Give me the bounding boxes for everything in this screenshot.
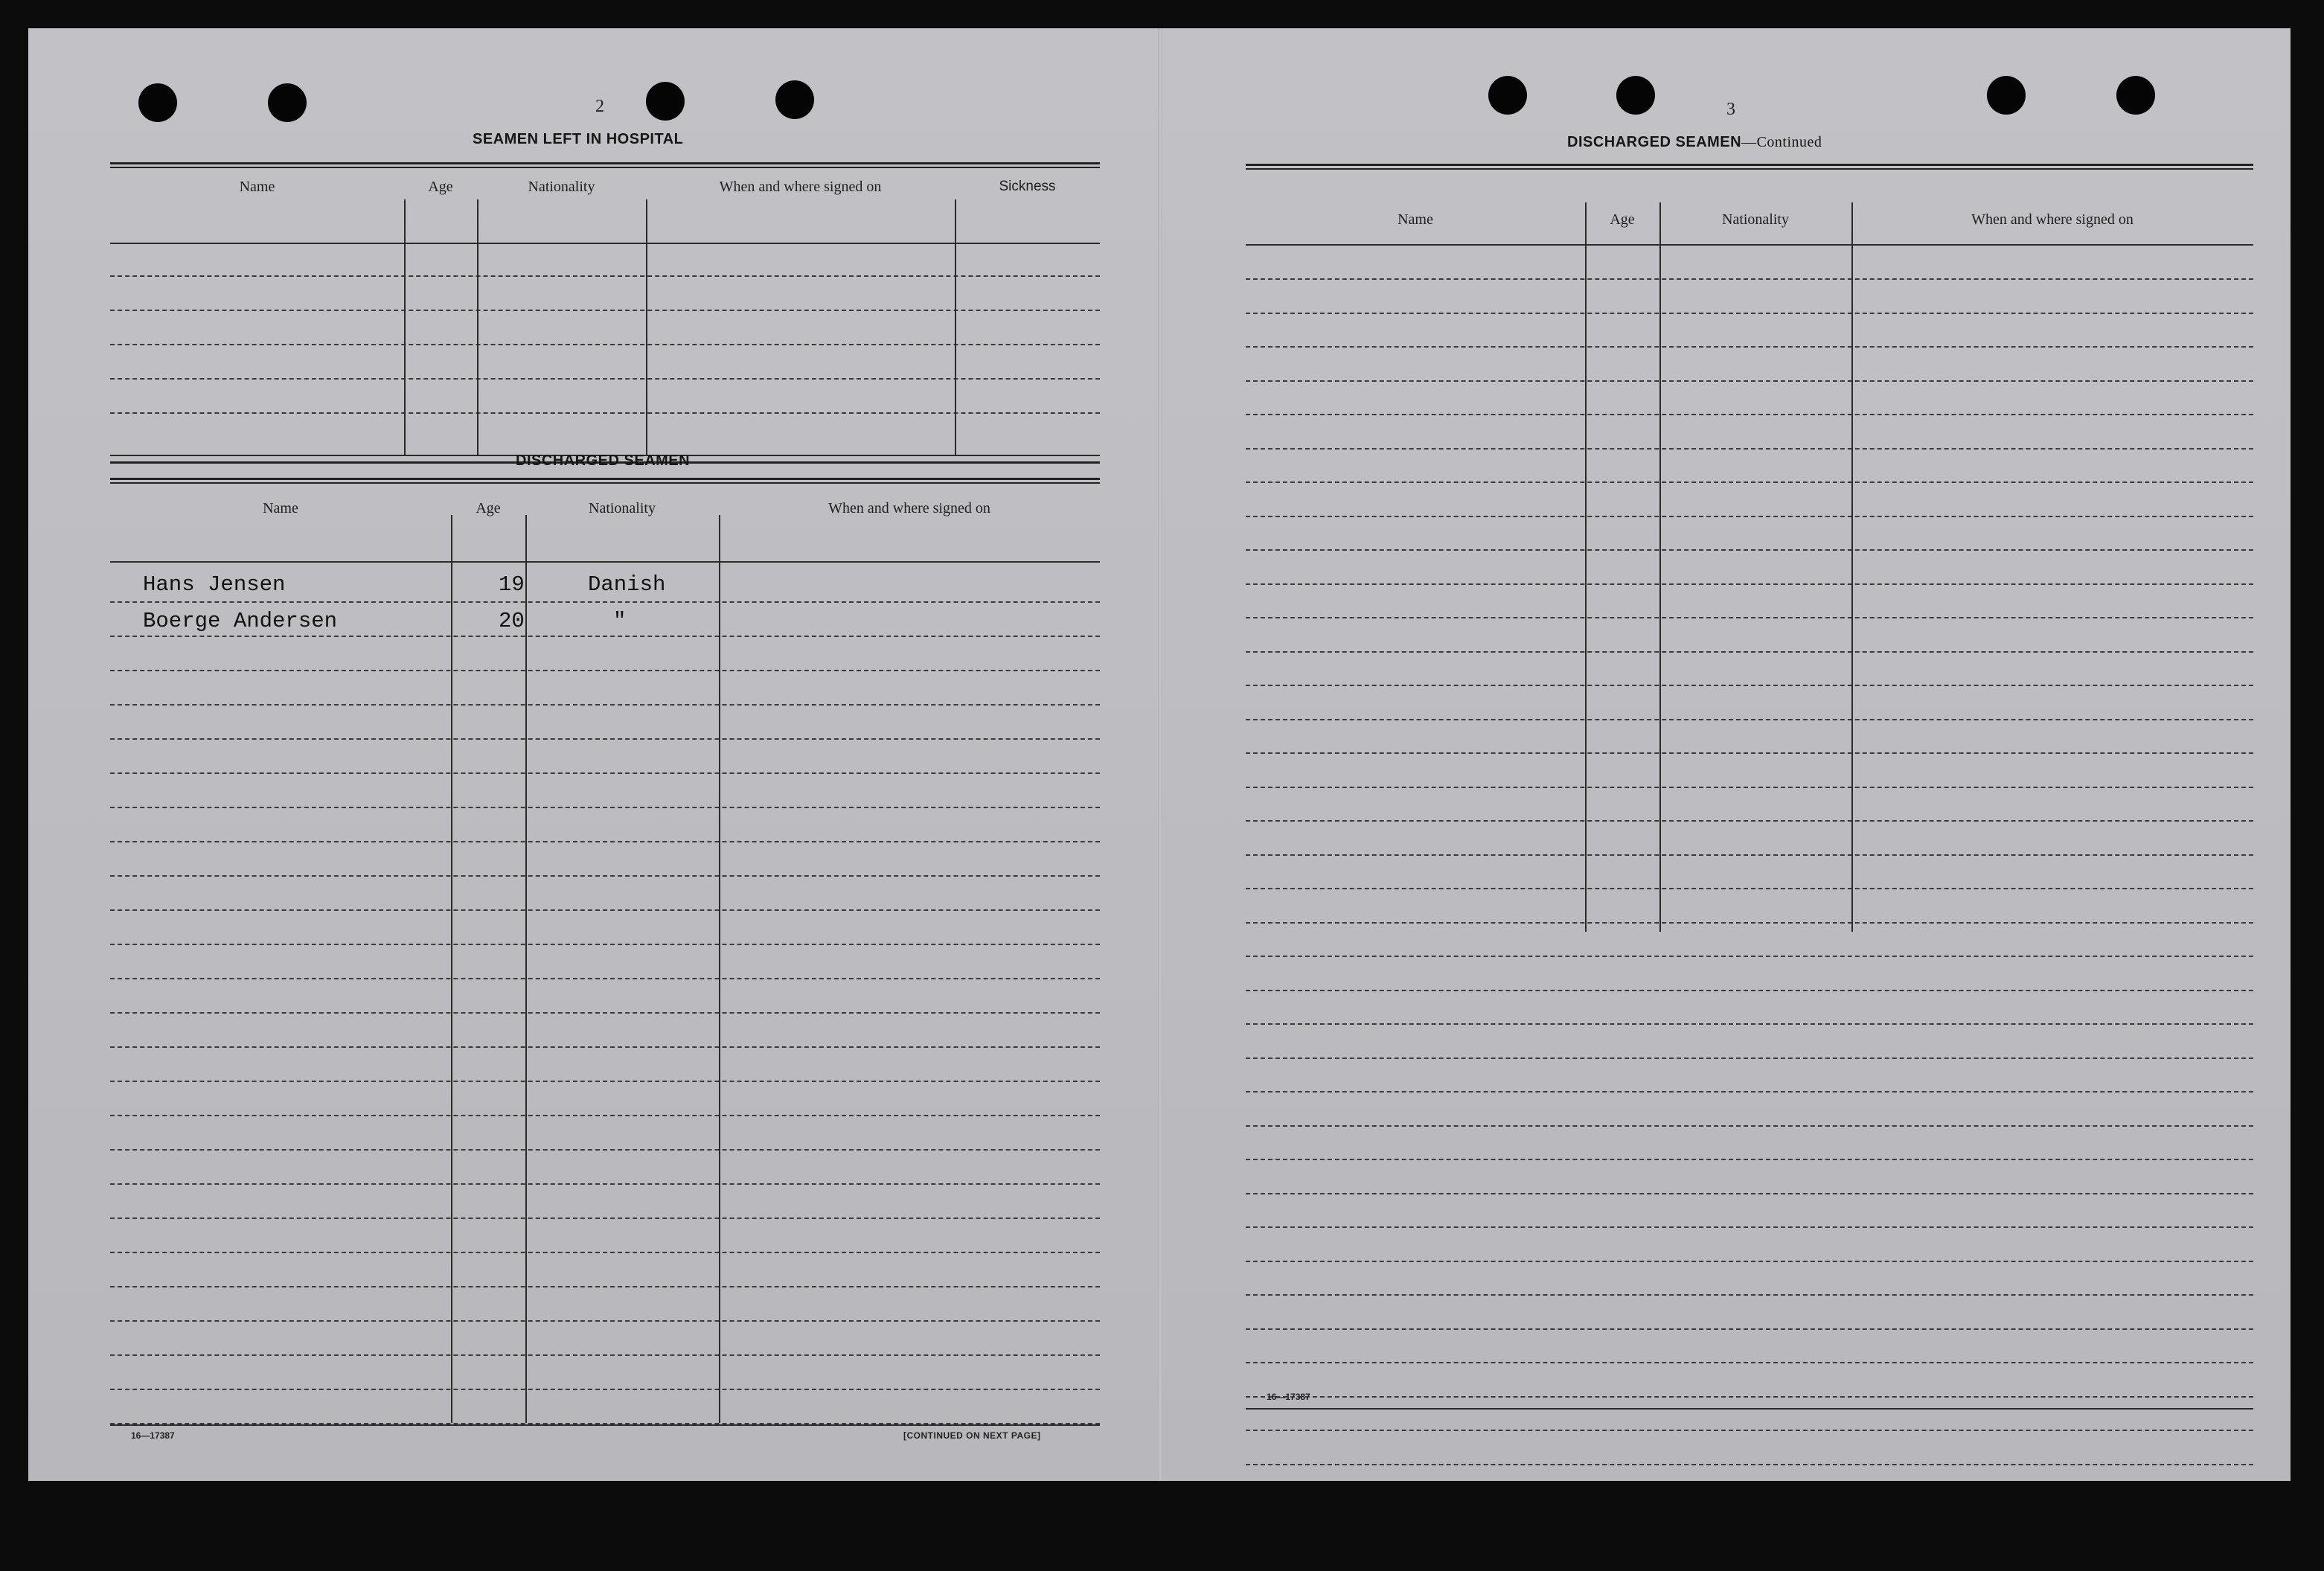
row-line xyxy=(1246,990,2253,991)
row-line xyxy=(1246,1464,2253,1465)
row-line xyxy=(110,275,1100,277)
page-fold xyxy=(1158,28,1162,1481)
row-line xyxy=(1246,752,2253,754)
table-row-nationality: " xyxy=(613,609,627,633)
table-top-rule xyxy=(110,478,1100,480)
table-top-rule xyxy=(110,482,1100,484)
row-line xyxy=(110,944,1100,945)
discharged-section-title: DISCHARGED SEAMEN xyxy=(516,452,691,469)
table-top-rule xyxy=(110,162,1100,164)
row-line xyxy=(1246,1430,2253,1431)
column-divider xyxy=(955,199,956,456)
hospital-header-signed-on: When and where signed on xyxy=(719,179,882,195)
header-rule xyxy=(1246,244,2253,246)
table-bottom-rule xyxy=(1246,1408,2253,1410)
form-number-right: 16—17387 xyxy=(1267,1392,1310,1402)
row-line xyxy=(1246,481,2253,483)
row-line xyxy=(1246,922,2253,924)
row-line xyxy=(110,875,1100,877)
row-line xyxy=(1246,346,2253,348)
row-line xyxy=(110,1149,1100,1151)
table-row-age: 19 xyxy=(499,572,525,597)
row-line xyxy=(1246,1193,2253,1194)
punch-hole xyxy=(1616,76,1655,115)
column-divider xyxy=(646,199,647,456)
table-top-rule xyxy=(110,167,1100,168)
row-line xyxy=(1246,1396,2253,1398)
punch-hole xyxy=(1488,76,1527,115)
column-divider xyxy=(1851,202,1853,932)
continued-suffix: —Continued xyxy=(1741,134,1822,150)
page-number-right: 3 xyxy=(1726,100,1735,119)
row-line xyxy=(110,1012,1100,1014)
row-line xyxy=(110,841,1100,842)
row-line xyxy=(1246,1125,2253,1127)
punch-hole xyxy=(268,83,307,122)
table-row-name: Boerge Andersen xyxy=(143,609,338,633)
hospital-table xyxy=(110,162,1100,460)
row-line xyxy=(1246,549,2253,551)
row-line xyxy=(1246,651,2253,653)
row-line xyxy=(1246,888,2253,889)
row-line xyxy=(1246,1328,2253,1330)
continued-header-name: Name xyxy=(1398,211,1433,228)
row-line xyxy=(110,1115,1100,1116)
row-line xyxy=(1246,617,2253,618)
row-line xyxy=(110,1218,1100,1219)
discharged-table xyxy=(110,478,1100,1430)
row-line xyxy=(110,704,1100,705)
row-line xyxy=(1246,448,2253,449)
row-line xyxy=(1246,516,2253,517)
column-divider xyxy=(525,515,527,1423)
table-bottom-rule xyxy=(110,1424,1100,1426)
row-line xyxy=(1246,1023,2253,1025)
row-line xyxy=(110,601,1100,603)
header-rule xyxy=(110,243,1100,244)
discharged-header-nationality: Nationality xyxy=(589,500,656,516)
discharged-header-signed-on: When and where signed on xyxy=(828,500,990,516)
row-line xyxy=(110,1252,1100,1253)
row-line xyxy=(110,670,1100,671)
discharged-continued-title-text: DISCHARGED SEAMEN xyxy=(1567,134,1742,150)
table-top-rule xyxy=(1246,168,2253,170)
punch-hole xyxy=(2116,76,2155,115)
row-line xyxy=(1246,820,2253,822)
row-line xyxy=(110,1354,1100,1356)
column-divider xyxy=(1585,202,1587,932)
row-line xyxy=(110,1389,1100,1390)
hospital-header-sickness: Sickness xyxy=(999,179,1056,194)
row-line xyxy=(1246,380,2253,382)
row-line xyxy=(110,344,1100,345)
row-line xyxy=(1246,1058,2253,1059)
row-line xyxy=(1246,1159,2253,1160)
row-line xyxy=(1246,854,2253,856)
row-line xyxy=(110,1320,1100,1322)
row-line xyxy=(1246,313,2253,314)
hospital-section-title: SEAMEN LEFT IN HOSPITAL xyxy=(473,131,684,147)
table-row-age: 20 xyxy=(499,609,525,633)
table-top-rule xyxy=(1246,164,2253,166)
row-line xyxy=(1246,583,2253,585)
document-sheet xyxy=(28,28,2291,1481)
row-line xyxy=(1246,278,2253,280)
row-line xyxy=(110,1183,1100,1185)
row-line xyxy=(1246,1362,2253,1363)
row-line xyxy=(1246,719,2253,720)
hospital-header-nationality: Nationality xyxy=(528,179,595,195)
row-line xyxy=(110,807,1100,808)
table-row-nationality: Danish xyxy=(588,572,666,597)
discharged-continued-table xyxy=(1246,164,2253,1421)
continued-note: [CONTINUED ON NEXT PAGE] xyxy=(903,1430,1041,1441)
column-divider xyxy=(477,199,478,456)
punch-hole xyxy=(646,82,685,121)
page-number-left: 2 xyxy=(595,97,604,116)
continued-header-signed-on: When and where signed on xyxy=(1971,211,2133,228)
row-line xyxy=(1246,1091,2253,1092)
punch-hole xyxy=(138,83,177,122)
column-divider xyxy=(1659,202,1661,932)
row-line xyxy=(1246,414,2253,415)
row-line xyxy=(1246,956,2253,957)
hospital-header-age: Age xyxy=(428,179,453,195)
row-line xyxy=(110,378,1100,380)
column-divider xyxy=(404,199,406,456)
row-line xyxy=(110,636,1100,637)
discharged-continued-title xyxy=(1567,134,1822,151)
header-rule xyxy=(110,561,1100,563)
row-line xyxy=(1246,1261,2253,1262)
row-line xyxy=(110,1286,1100,1287)
row-line xyxy=(110,1046,1100,1048)
row-line xyxy=(110,909,1100,911)
punch-hole xyxy=(775,80,814,119)
row-line xyxy=(110,978,1100,979)
column-divider xyxy=(451,515,452,1423)
discharged-header-age: Age xyxy=(476,500,501,516)
row-line xyxy=(110,412,1100,414)
row-line xyxy=(110,310,1100,311)
column-divider xyxy=(719,515,720,1423)
row-line xyxy=(1246,787,2253,788)
row-line xyxy=(110,772,1100,774)
row-line xyxy=(110,1081,1100,1082)
continued-header-age: Age xyxy=(1610,211,1635,228)
continued-header-nationality: Nationality xyxy=(1722,211,1789,228)
row-line xyxy=(1246,1294,2253,1296)
form-number-left: 16—17387 xyxy=(131,1430,175,1441)
row-line xyxy=(1246,685,2253,686)
punch-hole xyxy=(1987,76,2026,115)
row-line xyxy=(110,738,1100,740)
discharged-header-name: Name xyxy=(263,500,298,516)
row-line xyxy=(1246,1226,2253,1228)
hospital-header-name: Name xyxy=(239,179,275,195)
table-row-name: Hans Jensen xyxy=(143,572,286,597)
